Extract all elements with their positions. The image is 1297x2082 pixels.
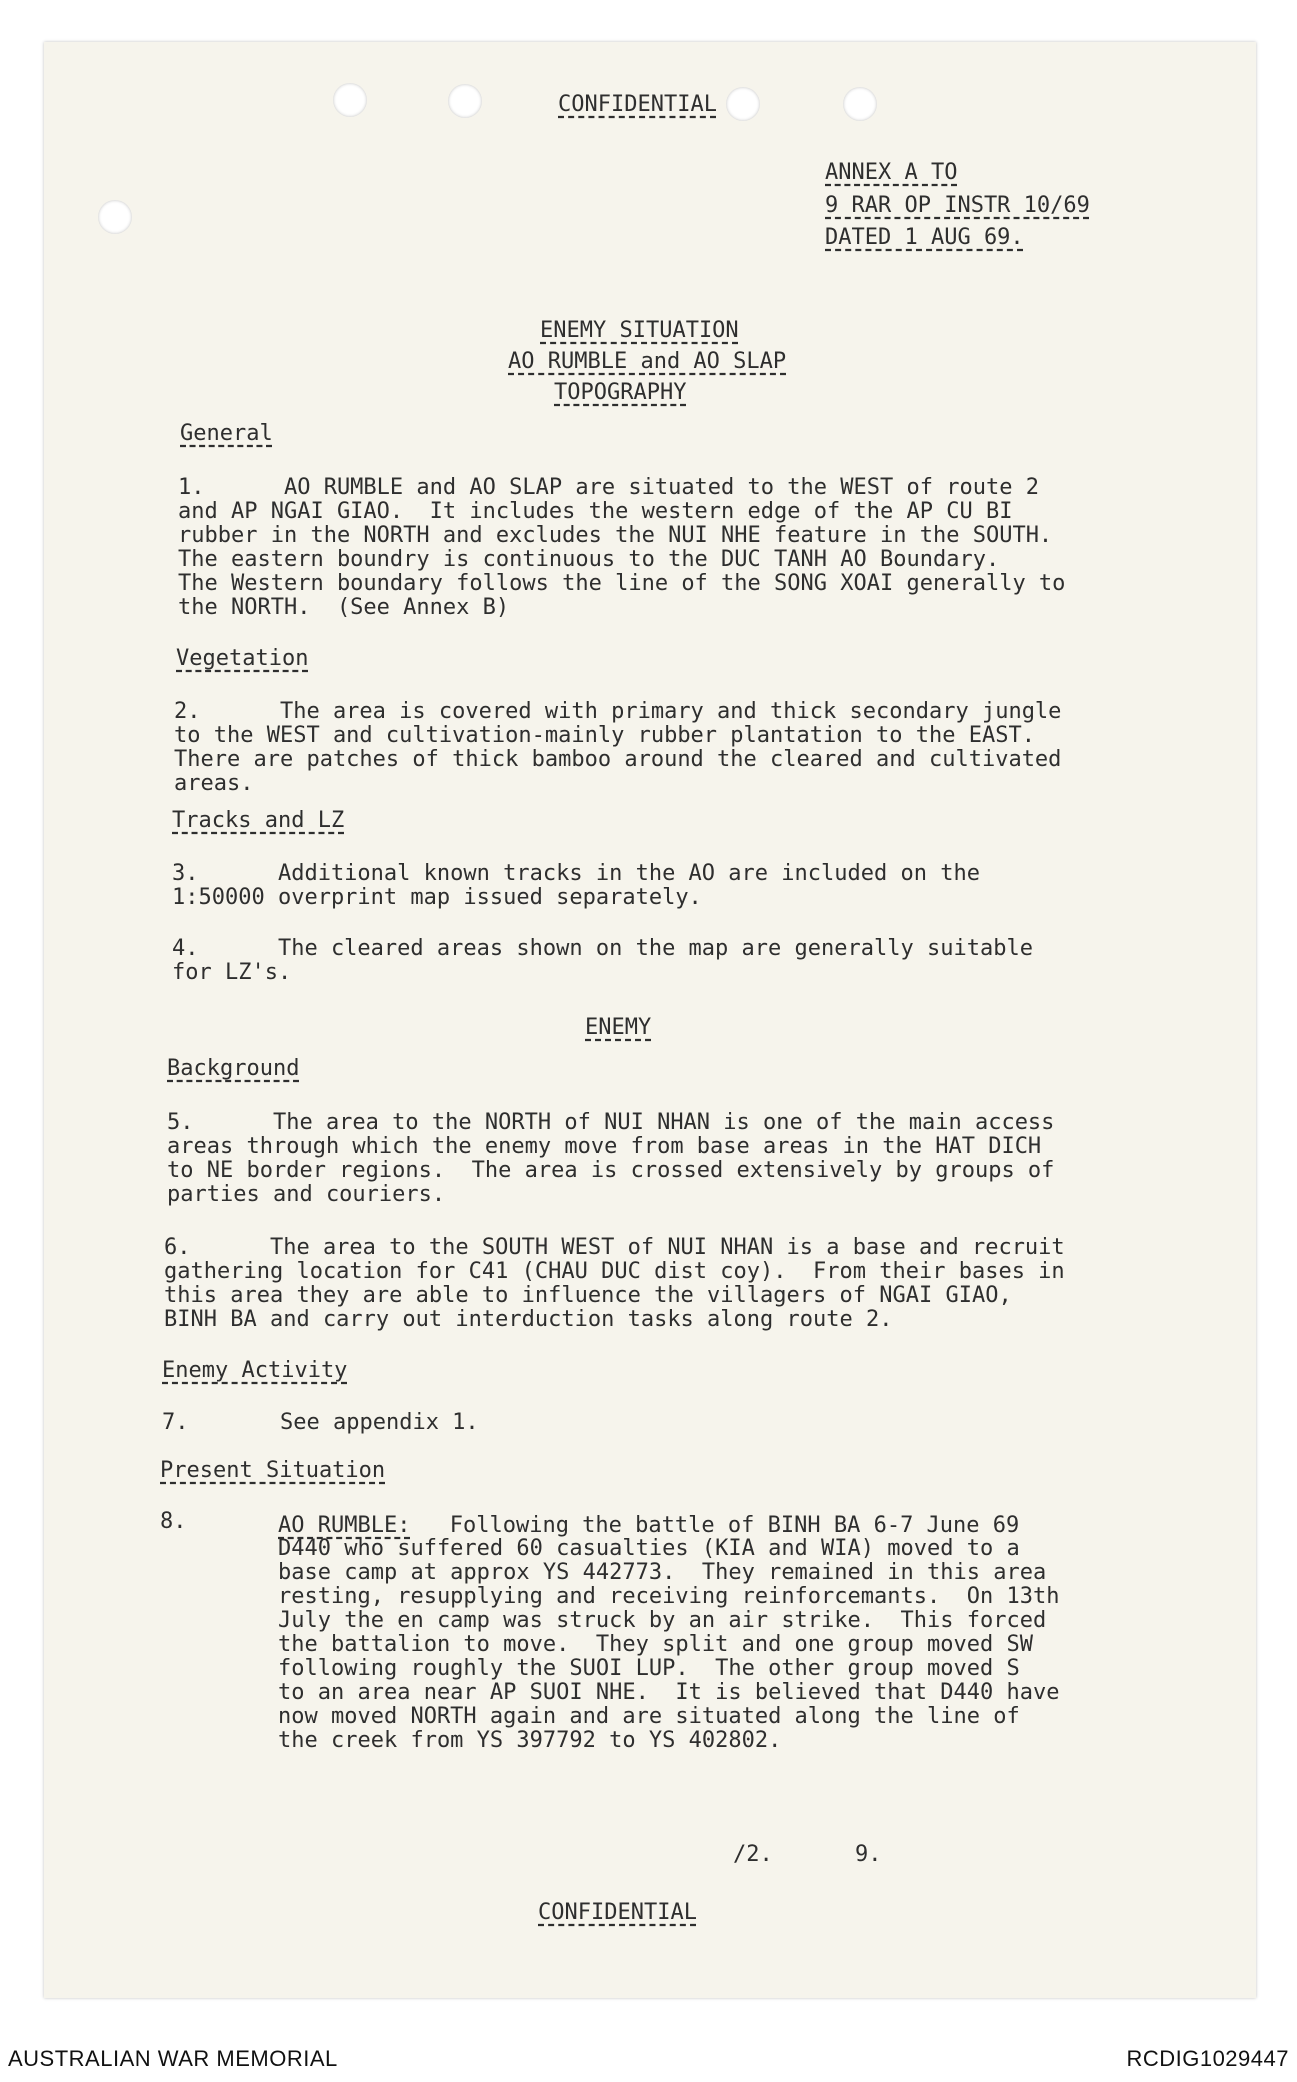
- paragraph-8-label: AO RUMBLE:: [278, 1513, 411, 1538]
- paragraph-4: 4. The cleared areas shown on the map are generally suitable for LZ's.: [172, 936, 1033, 985]
- continued-marker: /2.: [733, 1842, 773, 1867]
- paragraph-8-number: 8.: [160, 1509, 187, 1534]
- section-heading-tracks: Tracks and LZ: [172, 808, 345, 833]
- annex-line-3: DATED 1 AUG 69.: [825, 225, 1024, 250]
- footer-institution: AUSTRALIAN WAR MEMORIAL: [8, 2046, 338, 2071]
- section-heading-present-situation: Present Situation: [160, 1458, 386, 1483]
- section-heading-background: Background: [167, 1056, 300, 1081]
- punch-hole: [726, 87, 760, 121]
- paragraph-2: 2. The area is covered with primary and thick secondary jungle to the WEST and cultivation-mainly rubber plantation to the EAST. There are patches of thick bamboo around the cleared and cultivated areas.: [174, 699, 1062, 796]
- punch-hole: [98, 200, 132, 234]
- title-line-1: ENEMY SITUATION: [540, 318, 739, 343]
- paragraph-7-number: 7.: [162, 1410, 189, 1435]
- page-number: 9.: [855, 1842, 882, 1867]
- paragraph-3: 3. Additional known tracks in the AO are included on the 1:50000 overprint map issued separately.: [172, 861, 980, 910]
- punch-hole: [333, 83, 367, 117]
- section-heading-vegetation: Vegetation: [176, 646, 309, 671]
- section-heading-enemy-activity: Enemy Activity: [162, 1358, 348, 1383]
- title-line-3: TOPOGRAPHY: [554, 380, 687, 405]
- classification-top: CONFIDENTIAL: [558, 92, 717, 117]
- paragraph-8-first-line: Following the battle of BINH BA 6-7 June 69: [410, 1513, 1020, 1538]
- punch-hole: [843, 87, 877, 121]
- punch-hole: [448, 84, 482, 118]
- paragraph-8-body: D440 who suffered 60 casualties (KIA and WIA) moved to a base camp at approx YS 442773. They remained in this area resting, resupplying and receiving reinforcemants. On 13th July the en camp was struck by an air strike. This forced the battalion to move. They split and one group moved SW following roughly the SUOI LUP. The other group moved S to an area near AP SUOI NHE. It is believed that D440 have now moved NORTH again and are situated along the line of the creek from YS 397792 to YS 402802.: [278, 1536, 1060, 1753]
- paragraph-5: 5. The area to the NORTH of NUI NHAN is one of the main access areas through which the enemy move from base areas in the HAT DICH to NE border regions. The area is crossed extensively by groups of parties and couriers.: [167, 1110, 1055, 1207]
- paragraph-6: 6. The area to the SOUTH WEST of NUI NHAN is a base and recruit gathering location for C41 (CHAU DUC dist coy). From their bases in this area they are able to influence the villagers of NGAI GIAO, BINH BA and carry out interduction tasks along route 2.: [164, 1235, 1065, 1332]
- classification-bottom: CONFIDENTIAL: [538, 1900, 697, 1925]
- paragraph-1: 1. AO RUMBLE and AO SLAP are situated to the WEST of route 2 and AP NGAI GIAO. It includes the western edge of the AP CU BI rubber in the NORTH and excludes the NUI NHE feature in the SOUTH. The eastern boundry is continuous to the DUC TANH AO Boundary. The Western boundary follows the line of the SONG XOAI generally to the NORTH. (See Annex B): [178, 475, 1066, 620]
- annex-line-1: ANNEX A TO: [825, 160, 958, 185]
- section-heading-general: General: [180, 421, 273, 446]
- section-heading-enemy: ENEMY: [585, 1015, 652, 1040]
- paragraph-7-text: See appendix 1.: [280, 1410, 479, 1435]
- title-line-2: AO RUMBLE and AO SLAP: [508, 349, 787, 374]
- annex-line-2: 9 RAR OP INSTR 10/69: [825, 193, 1090, 218]
- footer-catalog-id: RCDIG1029447: [1126, 2046, 1289, 2071]
